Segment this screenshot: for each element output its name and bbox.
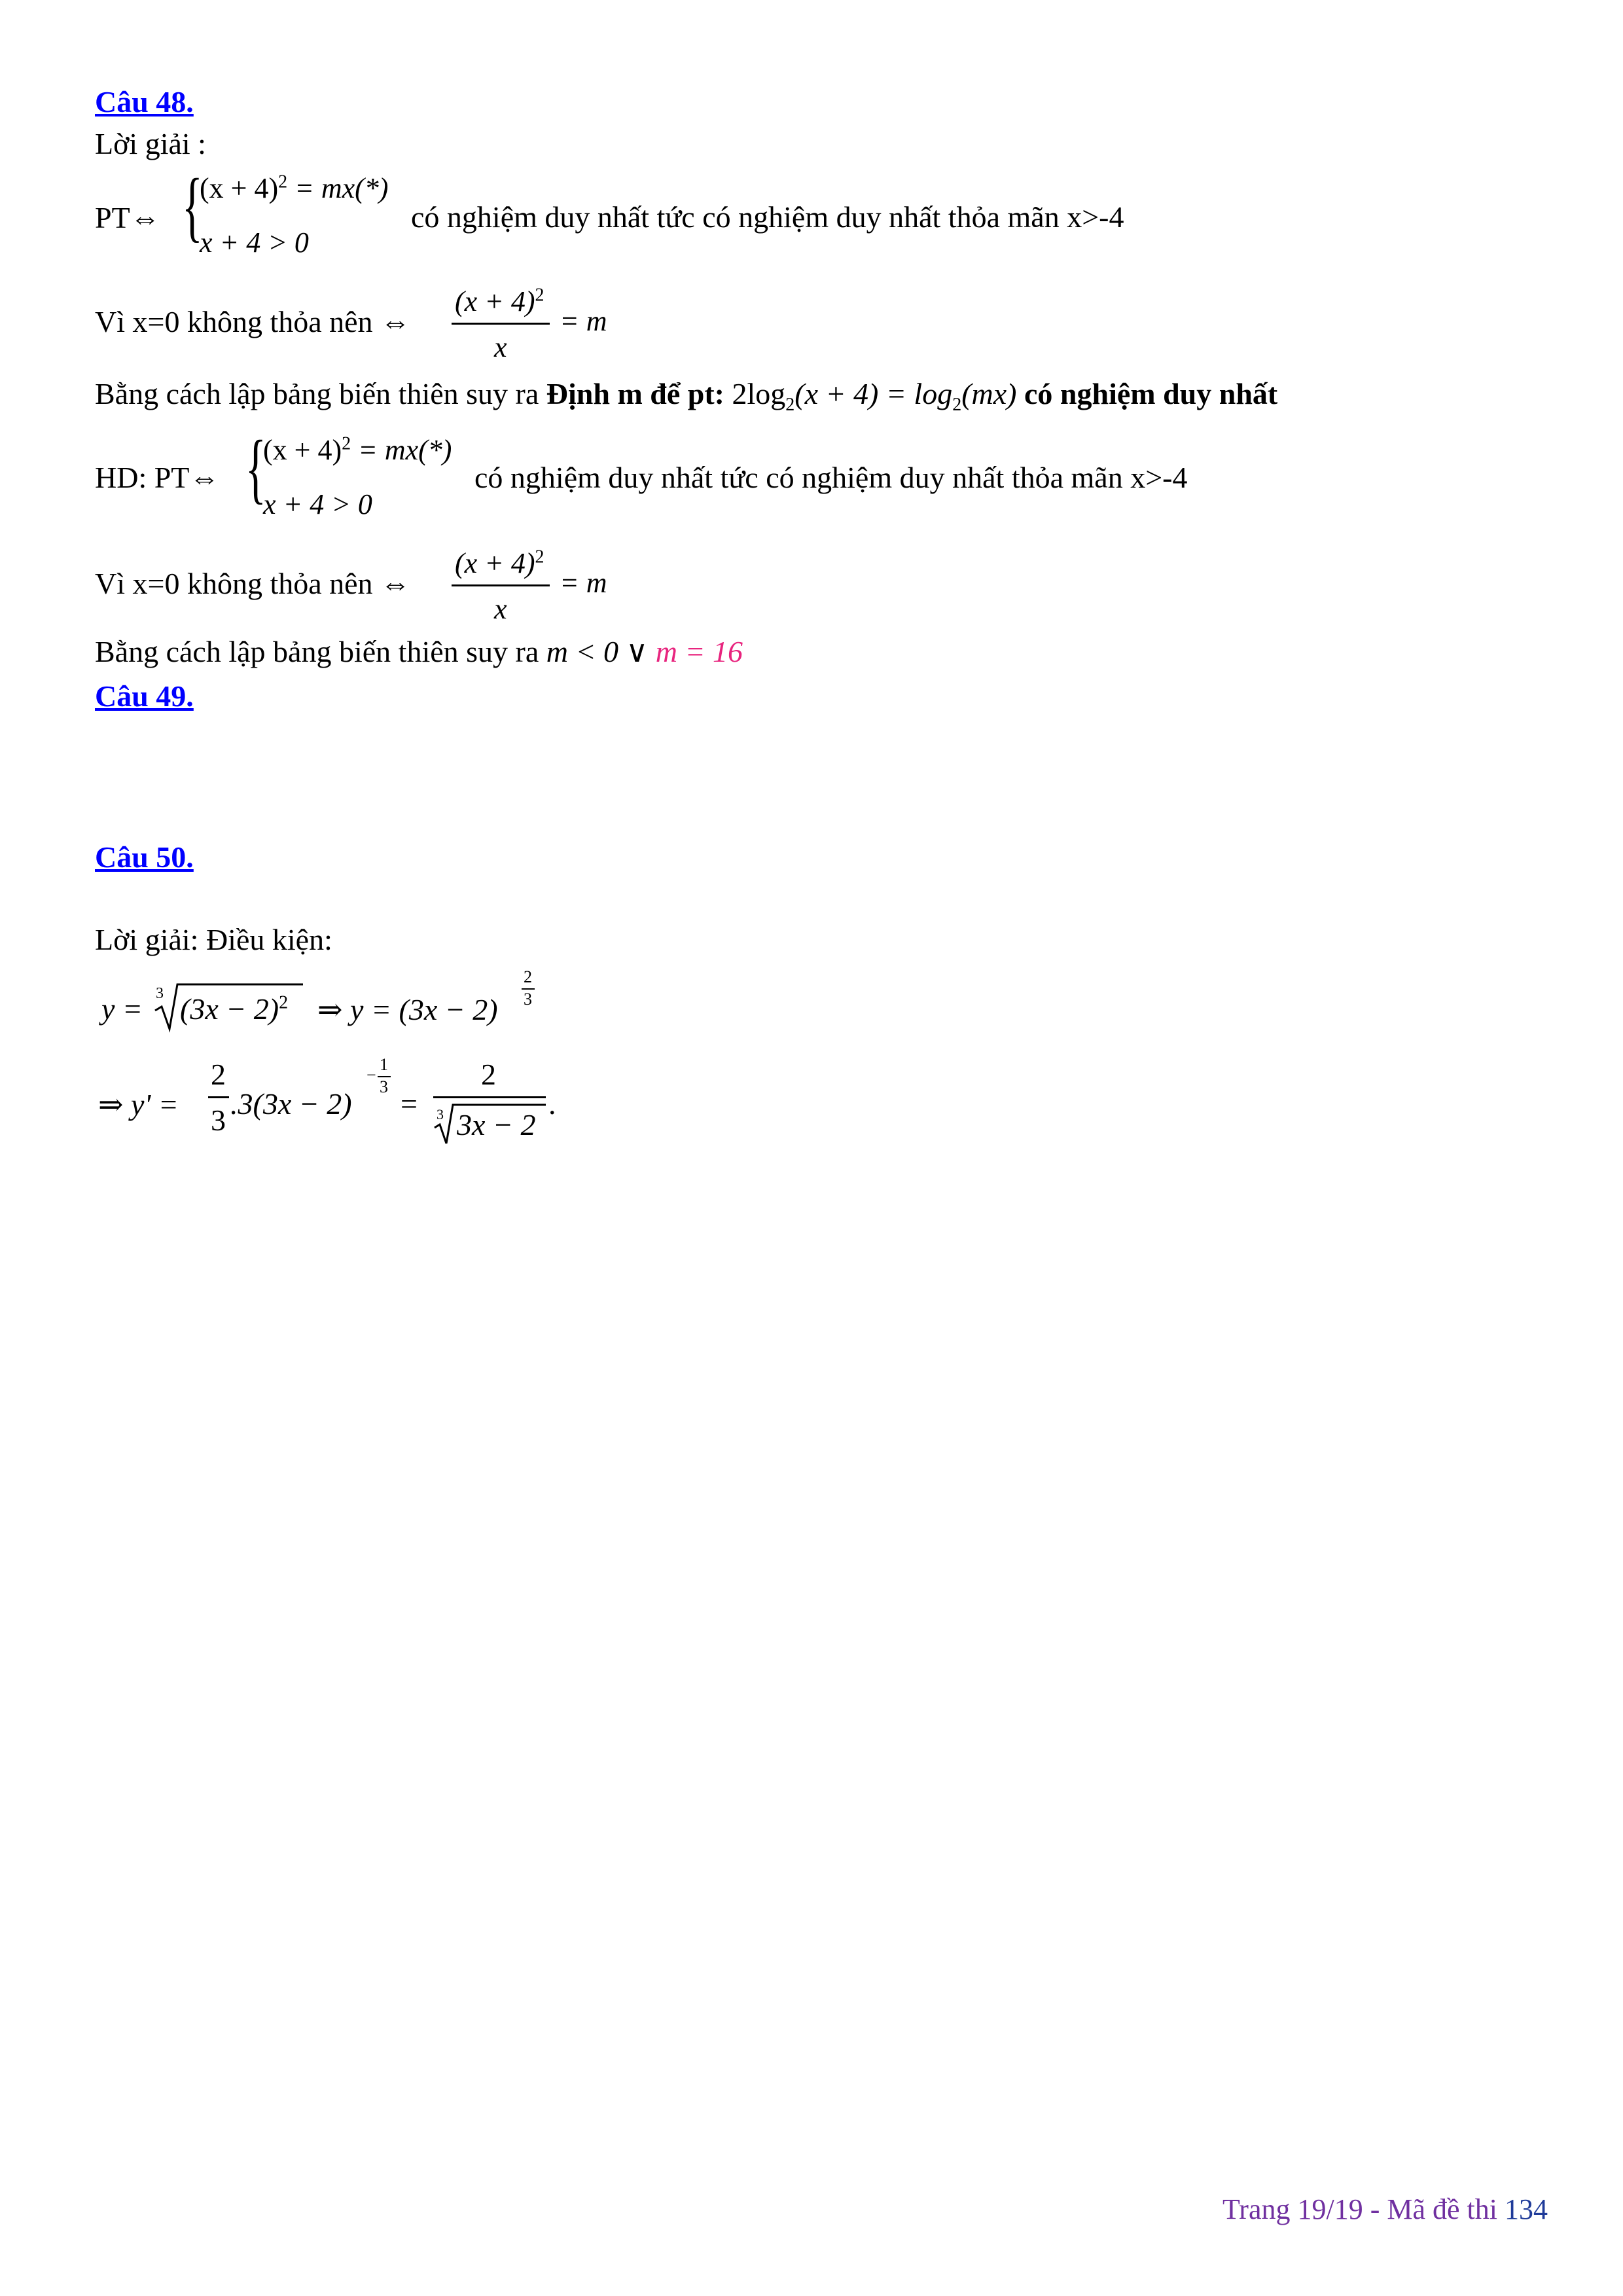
answer-highlight: m = 16 xyxy=(655,635,743,668)
exam-code: 134 xyxy=(1505,2193,1548,2225)
eq2-rhs-radicand: 3x − 2 xyxy=(457,1108,536,1141)
fraction-denominator: x xyxy=(494,331,507,363)
question-49-heading[interactable]: Câu 49. xyxy=(95,679,194,713)
system-eq-2: x + 4 > 0 xyxy=(200,226,309,259)
eq1-exp-den: 3 xyxy=(524,990,532,1009)
equiv-symbol: ⇔ xyxy=(130,201,160,234)
vi-text-2: Vì x=0 không thỏa nên ⇔ xyxy=(95,567,411,600)
eq1-lhs: y = xyxy=(101,992,143,1026)
vi-text: Vì x=0 không thỏa nên ⇔ xyxy=(95,305,411,338)
eq1-rhs: ⇒ y = (3x − 2) xyxy=(317,993,498,1026)
problem-statement-line: Bằng cách lập bảng biến thiên suy ra Định m để pt: $2\log_2(x + 4) = \log_2(mx)$ có nghiệm duy nhất xyxy=(95,377,1278,416)
hd-pt-line: HD: PT⇔ xyxy=(95,461,220,494)
pt-label: PT xyxy=(95,201,130,234)
eq2-equals: = xyxy=(401,1087,418,1121)
eq2-rhs-root-index: 3 xyxy=(437,1106,444,1122)
fraction2-numerator: $(x + 4)^2$ xyxy=(455,547,544,579)
system-eq-1: $(x + 4)^2 = mx(*)$ xyxy=(200,171,389,204)
eq2-middle: .3(3x − 2) xyxy=(230,1087,352,1121)
fraction2-bar xyxy=(452,584,550,586)
footer-text: Trang 19/19 - Mã đề thi xyxy=(1222,2193,1497,2225)
eq2-lead: ⇒ y' = xyxy=(98,1088,179,1121)
eq2-frac-den: 3 xyxy=(211,1103,226,1137)
system2-eq-2: x + 4 > 0 xyxy=(263,488,372,520)
fraction-rhs: = m xyxy=(560,305,607,337)
eq2-frac-bar xyxy=(208,1096,229,1098)
eq1-radicand: $(3x - 2)^2$ xyxy=(180,992,289,1026)
after-system-text-2: có nghiệm duy nhất tức có nghiệm duy nhất thỏa mãn x>-4 xyxy=(474,461,1188,494)
eq1-exp-num: 2 xyxy=(524,967,532,986)
fraction2-rhs: = m xyxy=(560,567,607,599)
system2-eq-1: $(x + 4)^2 = mx(*)$ xyxy=(263,433,452,466)
eq2-end: . xyxy=(548,1087,556,1121)
fraction2-denominator: x xyxy=(494,593,507,625)
question-48-heading[interactable]: Câu 48. xyxy=(95,85,194,118)
pt-system-line xyxy=(95,200,160,236)
fraction-numerator: $(x + 4)^2$ xyxy=(455,285,544,317)
after-system-text: có nghiệm duy nhất tức có nghiệm duy nhất thỏa mãn x>-4 xyxy=(411,200,1124,234)
solution-label: Lời giải : xyxy=(95,127,206,160)
question-50-heading[interactable]: Câu 50. xyxy=(95,840,194,874)
system-brace: { xyxy=(182,162,203,249)
eq2-exp-num: 1 xyxy=(380,1055,388,1074)
eq2-exp-den: 3 xyxy=(380,1077,388,1096)
fraction-bar xyxy=(452,323,550,325)
system-brace-2: { xyxy=(245,424,266,511)
eq2-frac-num: 2 xyxy=(211,1058,226,1091)
page-footer xyxy=(1222,2193,1548,2226)
solution-label-50: Lời giải: Điều kiện: xyxy=(95,923,332,956)
eq1-root-index: 3 xyxy=(156,985,164,1002)
answer-line: Bằng cách lập bảng biến thiên suy ra m < 0 ∨ m = 16 xyxy=(95,635,743,668)
eq2-rhs-bar xyxy=(433,1096,546,1098)
eq2-exp-sign: − xyxy=(366,1066,376,1085)
eq2-rhs-num: 2 xyxy=(481,1058,496,1091)
